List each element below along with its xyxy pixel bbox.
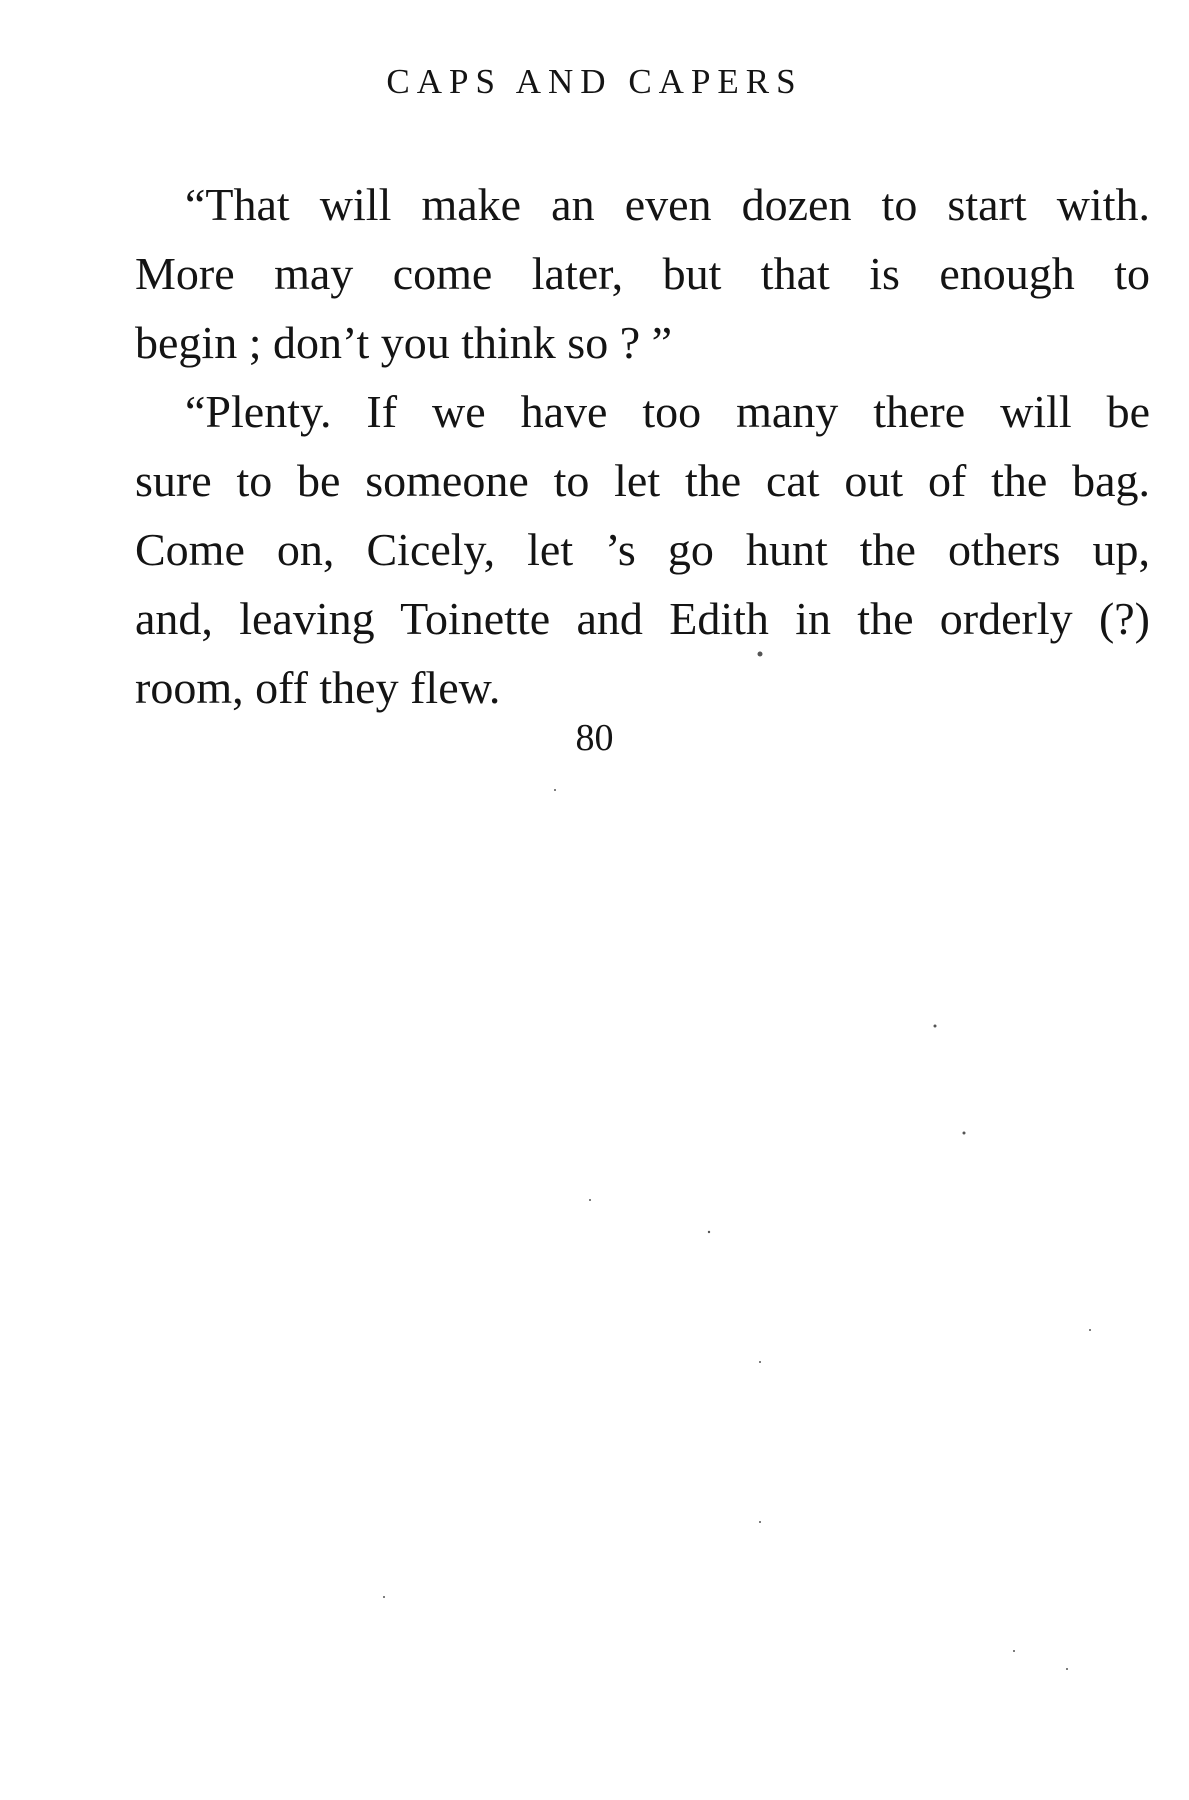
text-line: room, off they flew. <box>135 662 501 713</box>
page-number: 80 <box>575 717 614 759</box>
text-line: “That will make an even dozen to start with. <box>185 179 1150 230</box>
text-line: “Plenty. If we have too many there will be <box>185 386 1150 437</box>
text-line: sure to be someone to let the cat out of the bag. <box>135 455 1150 506</box>
text-line: Come on, Cicely, let ’s go hunt the others up, <box>135 524 1150 575</box>
text-line: begin ; don’t you think so ? ” <box>135 317 673 368</box>
running-head: CAPS AND CAPERS <box>386 62 803 101</box>
text-line: More may come later, but that is enough to <box>135 248 1150 299</box>
text-line: and, leaving Toinette and Edith in the orderly (?) <box>135 593 1150 644</box>
